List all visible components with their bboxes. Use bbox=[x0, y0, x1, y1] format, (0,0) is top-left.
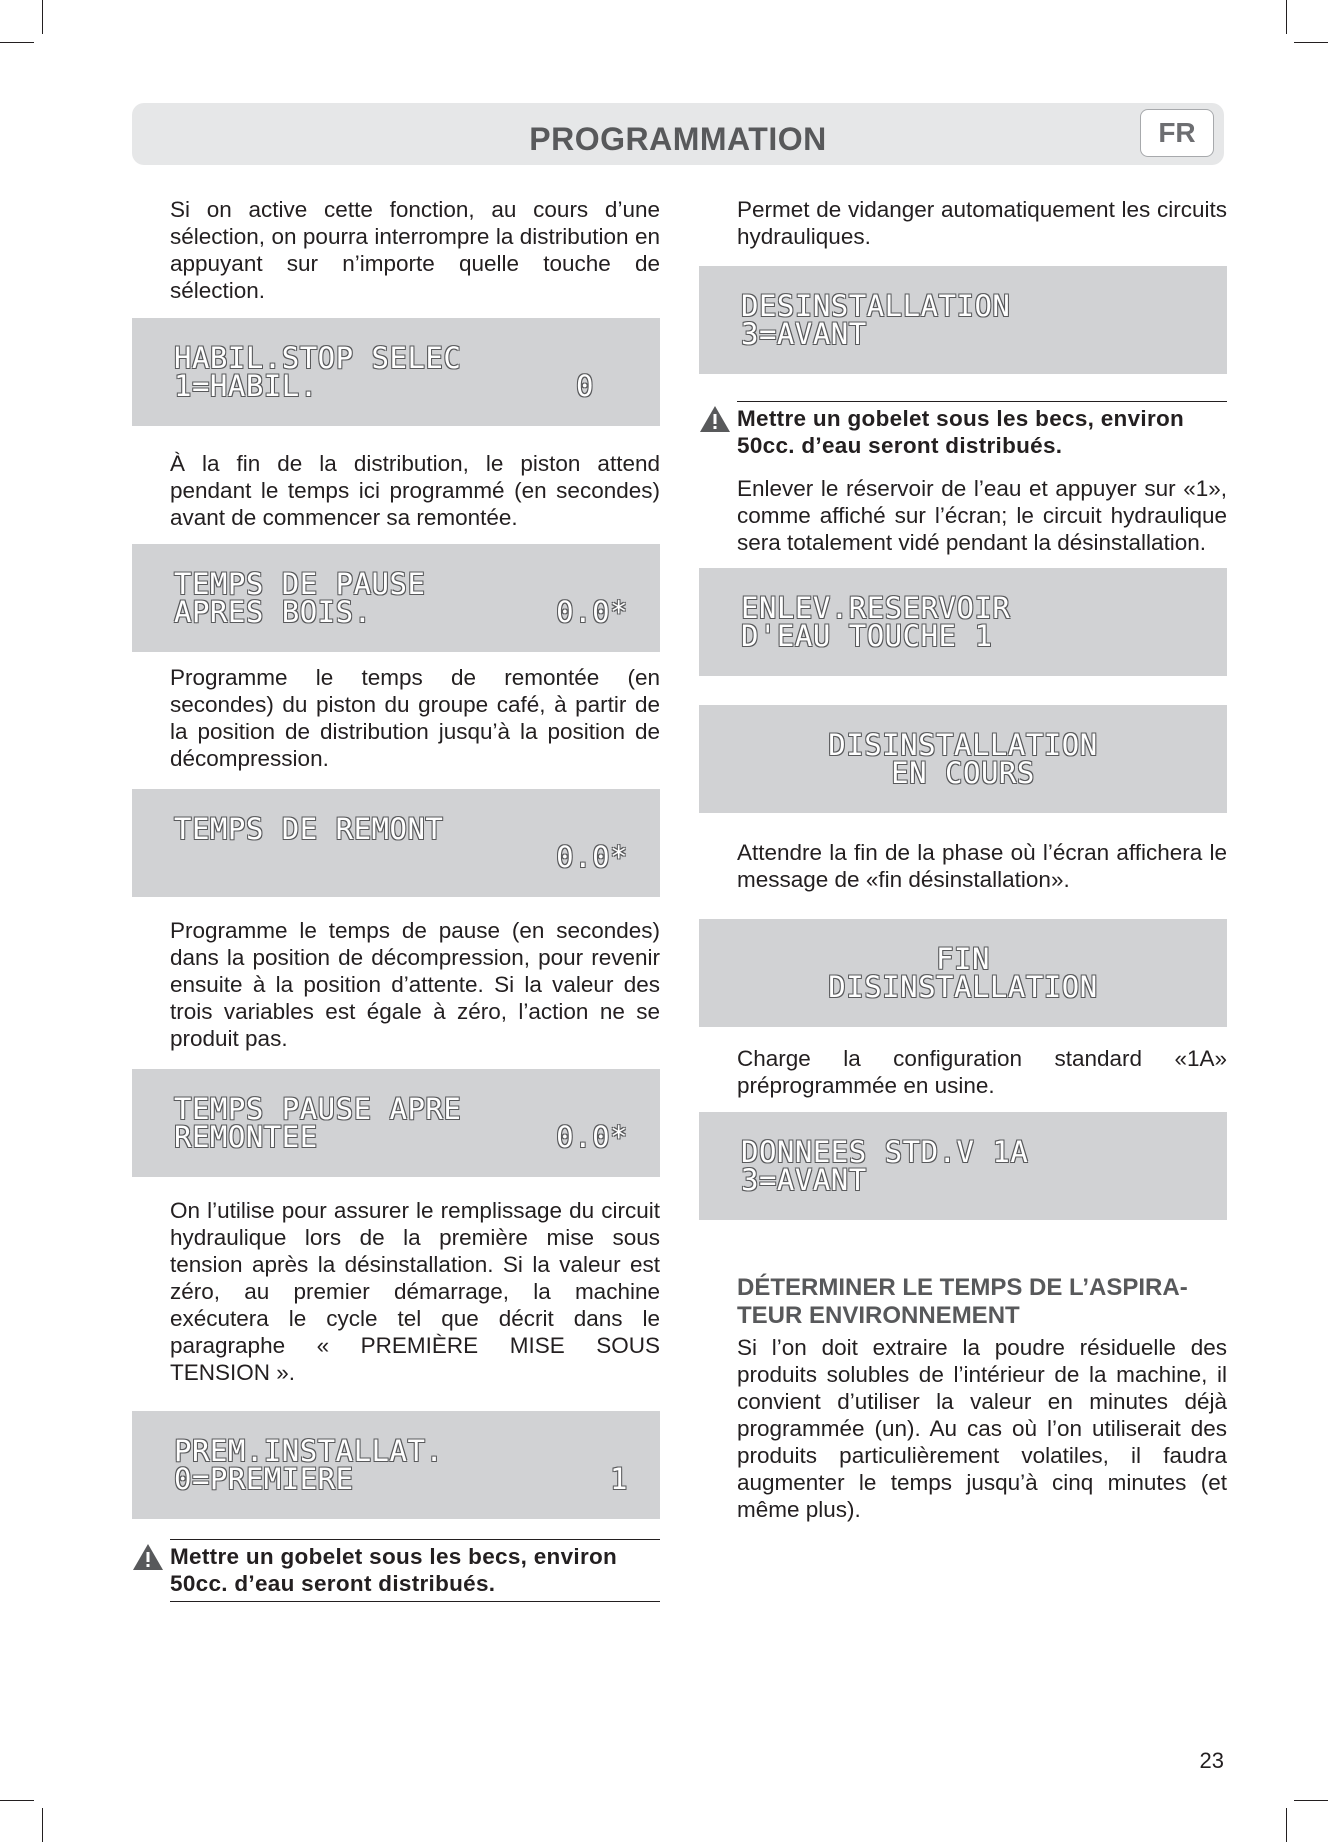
lcd-value: 0.0* bbox=[556, 595, 628, 629]
page-title: PROGRAMMATION bbox=[529, 121, 827, 157]
warning-note bbox=[132, 1539, 660, 1602]
lcd-line: APRES BOIS. bbox=[174, 595, 372, 629]
lcd-display bbox=[699, 705, 1227, 813]
lcd-display bbox=[132, 544, 660, 652]
paragraph: Si on active cette fonction, au cours d’une sélection, on pourra interrompre la distribution en appuyant sur n’importe quelle touche de sélection. bbox=[170, 197, 660, 303]
section-heading-line: TEUR ENVIRONNEMENT bbox=[737, 1302, 1020, 1329]
lcd-line: DESINSTALLATION bbox=[741, 289, 1011, 323]
lcd-display bbox=[699, 919, 1227, 1027]
lcd-value: 1 bbox=[610, 1462, 628, 1496]
paragraph: Attendre la fin de la phase où l’écran affichera le message de «fin désinstallation». bbox=[737, 840, 1227, 892]
lcd-line: HABIL.STOP SELEC bbox=[174, 341, 462, 375]
lcd-value: 0.0* bbox=[556, 1120, 628, 1154]
paragraph: Permet de vidanger automatiquement les circuits hydrauliques. bbox=[737, 197, 1227, 249]
lcd-display bbox=[132, 1069, 660, 1177]
lcd-display bbox=[132, 1411, 660, 1519]
language-badge: FR bbox=[1140, 109, 1214, 157]
lcd-display bbox=[699, 568, 1227, 676]
crop-mark bbox=[42, 1808, 43, 1842]
lcd-value: 0 bbox=[576, 369, 594, 403]
lcd-line: 0=PREMIERE bbox=[174, 1462, 354, 1496]
paragraph: Programme le temps de remontée (en secondes) du piston du groupe café, à partir de la position de distribution jusqu’à la position de décompression. bbox=[170, 665, 660, 771]
paragraph: On l’utilise pour assurer le remplissage du circuit hydraulique lors de la première mise sous tension après la désinstallation. Si la valeur est zéro, au premier démarrage, la machine exécutera le cycle tel que décrit dans le paragraphe « PREMIÈRE MISE SOUS TENSION ». bbox=[170, 1198, 660, 1385]
warning-icon bbox=[699, 405, 731, 433]
lcd-display bbox=[132, 789, 660, 897]
lcd-line: TEMPS DE PAUSE bbox=[174, 567, 426, 601]
lcd-value: 0.0* bbox=[556, 840, 628, 874]
section-heading-line: DÉTERMINER LE TEMPS DE L’ASPIRA- bbox=[737, 1274, 1188, 1301]
lcd-line: TEMPS DE REMONT bbox=[174, 812, 444, 846]
lcd-line: ENLEV.RESERVOIR bbox=[741, 591, 1011, 625]
warning-icon bbox=[132, 1543, 164, 1571]
lcd-line: 3=AVANT bbox=[741, 317, 867, 351]
lcd-display bbox=[699, 1112, 1227, 1220]
lcd-line: 1=HABIL. bbox=[174, 369, 318, 403]
paragraph: Si l’on doit extraire la poudre résiduelle des produits solubles de l’intérieur de la machine, il convient d’utiliser la valeur en minutes déjà programmée (un). Au cas où l’on utiliserait des produits particulièrement volatiles, il faudra augmenter le temps jusqu’à cinq minutes (et même plus). bbox=[737, 1335, 1227, 1522]
lcd-line: PREM.INSTALLAT. bbox=[174, 1434, 444, 1468]
lcd-line: EN COURS bbox=[891, 756, 1035, 790]
warning-text: Mettre un gobelet sous les becs, environ 50cc. d’eau seront distribués. bbox=[170, 1539, 660, 1602]
paragraph: Programme le temps de pause (en secondes) dans la position de décompression, pour revenir ensuite à la position d’attente. Si la valeur des trois variables est égale à zéro, l’action ne se produit pas. bbox=[170, 918, 660, 1051]
lcd-line: TEMPS PAUSE APRE bbox=[174, 1092, 462, 1126]
crop-mark bbox=[1286, 1808, 1287, 1842]
lcd-line: REMONTEE bbox=[174, 1120, 318, 1154]
page-number: 23 bbox=[1199, 1748, 1224, 1773]
paragraph: Enlever le réservoir de l’eau et appuyer sur «1», comme affiché sur l’écran; le circuit hydraulique sera totalement vidé pendant la désinstallation. bbox=[737, 476, 1227, 555]
section-header bbox=[132, 103, 1224, 165]
lcd-line: DONNEES STD.V 1A bbox=[741, 1135, 1029, 1169]
lcd-line: D'EAU TOUCHE 1 bbox=[741, 619, 993, 653]
warning-note bbox=[699, 401, 1227, 463]
crop-mark bbox=[1286, 0, 1287, 34]
lcd-display bbox=[132, 318, 660, 426]
lcd-display bbox=[699, 266, 1227, 374]
right-column bbox=[699, 196, 1227, 1523]
paragraph: À la fin de la distribution, le piston attend pendant le temps ici programmé (en secondes) avant de commencer sa remontée. bbox=[170, 451, 660, 530]
crop-mark bbox=[42, 0, 43, 34]
paragraph: Charge la configuration standard «1A» préprogrammée en usine. bbox=[737, 1046, 1227, 1098]
crop-mark bbox=[0, 42, 34, 43]
crop-mark bbox=[1294, 42, 1328, 43]
lcd-line: FIN bbox=[936, 942, 990, 976]
crop-mark bbox=[1294, 1800, 1328, 1801]
crop-mark bbox=[0, 1800, 34, 1801]
warning-text: Mettre un gobelet sous les becs, environ 50cc. d’eau seront distribués. bbox=[737, 401, 1227, 463]
lcd-line: DISINSTALLATION bbox=[828, 970, 1098, 1004]
left-column bbox=[132, 196, 660, 1602]
lcd-line: 3=AVANT bbox=[741, 1163, 867, 1197]
lcd-line: DISINSTALLATION bbox=[828, 728, 1098, 762]
section-heading bbox=[699, 1274, 1227, 1330]
